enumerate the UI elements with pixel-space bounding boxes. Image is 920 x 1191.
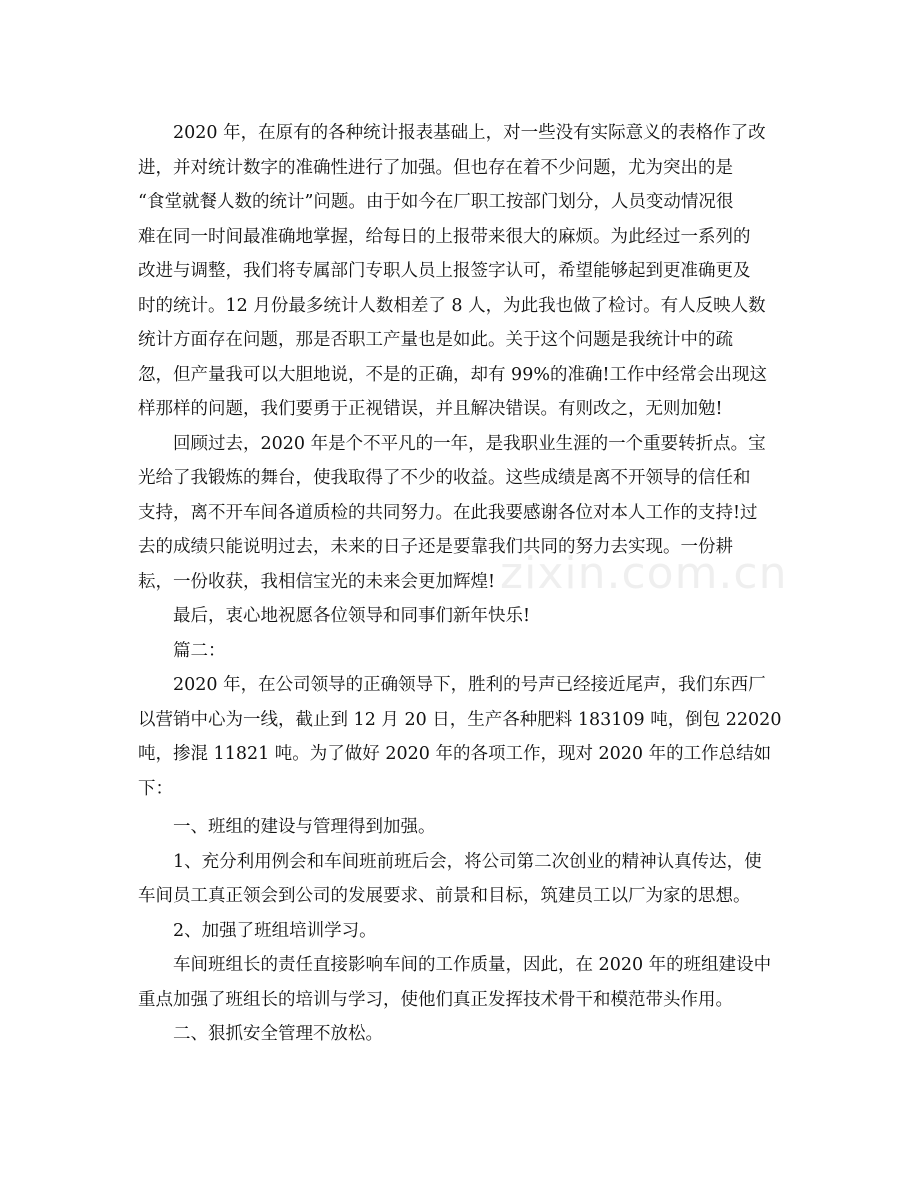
text-line: 重点加强了班组长的培训与学习，使他们真正发挥技术骨干和模范带头作用。	[138, 989, 733, 1010]
text-line: 最后，衷心地祝愿各位领导和同事们新年快乐!	[138, 606, 531, 626]
text-line: 1、充分利用例会和车间班前班后会，将公司第二次创业的精神认真传达，使	[138, 851, 762, 872]
text-line: 车间员工真正领会到公司的发展要求、前景和目标，筑建员工以厂为家的思想。	[138, 886, 751, 906]
text-line: 去的成绩只能说明过去，未来的日子还是要靠我们共同的努力去实现。一份耕	[138, 537, 733, 557]
text-line: 难在同一时间最准确地掌握，给每日的上报带来很大的麻烦。为此经过一系列的	[138, 226, 751, 247]
text-line: 2、加强了班组培训学习。	[138, 920, 377, 941]
text-line: 2020 年，在公司领导的正确领导下，胜利的号声已经接近尾声，我们东西厂	[138, 675, 766, 695]
text-line: 二、狠抓安全管理不放松。	[138, 1024, 383, 1044]
text-line: 时的统计。12 月份最多统计人数相差了 8 人，为此我也做了检讨。有人反映人数	[138, 295, 766, 316]
text-line: 光给了我锻炼的舞台，使我取得了不少的收益。这些成绩是离不开领导的信任和	[138, 468, 751, 488]
document-body	[138, 116, 786, 1052]
text-line: 忽，但产量我可以大胆地说，不是的正确，却有 99%的准确!工作中经常会出现这	[138, 364, 767, 385]
text-line: 2020 年，在原有的各种统计报表基础上，对一些没有实际意义的表格作了改	[138, 123, 766, 143]
text-line: 以营销中心为一线，截止到 12 月 20 日，生产各种肥料 183109 吨，倒包 22020	[138, 709, 782, 730]
text-line: 样那样的问题，我们要勇于正视错误，并且解决错误。有则改之，无则加勉!	[138, 399, 723, 419]
text-line: 耘，一份收获，我相信宝光的未来会更加辉煌!	[138, 571, 496, 592]
text-line: 吨，掺混 11821 吨。为了做好 2020 年的各项工作，现对 2020 年的工作总结如	[138, 744, 772, 764]
text-line: 车间班组长的责任直接影响车间的工作质量，因此，在 2020 年的班组建设中	[138, 955, 772, 975]
text-line: 一、班组的建设与管理得到加强。	[138, 817, 436, 837]
text-line: 回顾过去，2020 年是个不平凡的一年，是我职业生涯的一个重要转折点。宝	[138, 433, 766, 454]
text-line: 统计方面存在问题，那是否职工产量也是如此。关于这个问题是我统计中的疏	[138, 330, 733, 350]
text-line: 篇二：	[138, 640, 226, 661]
text-line: 支持，离不开车间各道质检的共同努力。在此我要感谢各位对本人工作的支持!过	[138, 502, 758, 523]
text-line: “食堂就餐人数的统计”问题。由于如今在厂职工按部门划分，人员变动情况很	[138, 192, 734, 212]
text-line: 改进与调整，我们将专属部门专职人员上报签字认可，希望能够起到更准确更及	[138, 261, 751, 281]
text-line: 进，并对统计数字的准确性进行了加强。但也存在着不少问题，尤为突出的是	[138, 157, 733, 178]
watermark: zixin.com.cn	[500, 548, 788, 599]
text-line: 下：	[138, 778, 173, 799]
